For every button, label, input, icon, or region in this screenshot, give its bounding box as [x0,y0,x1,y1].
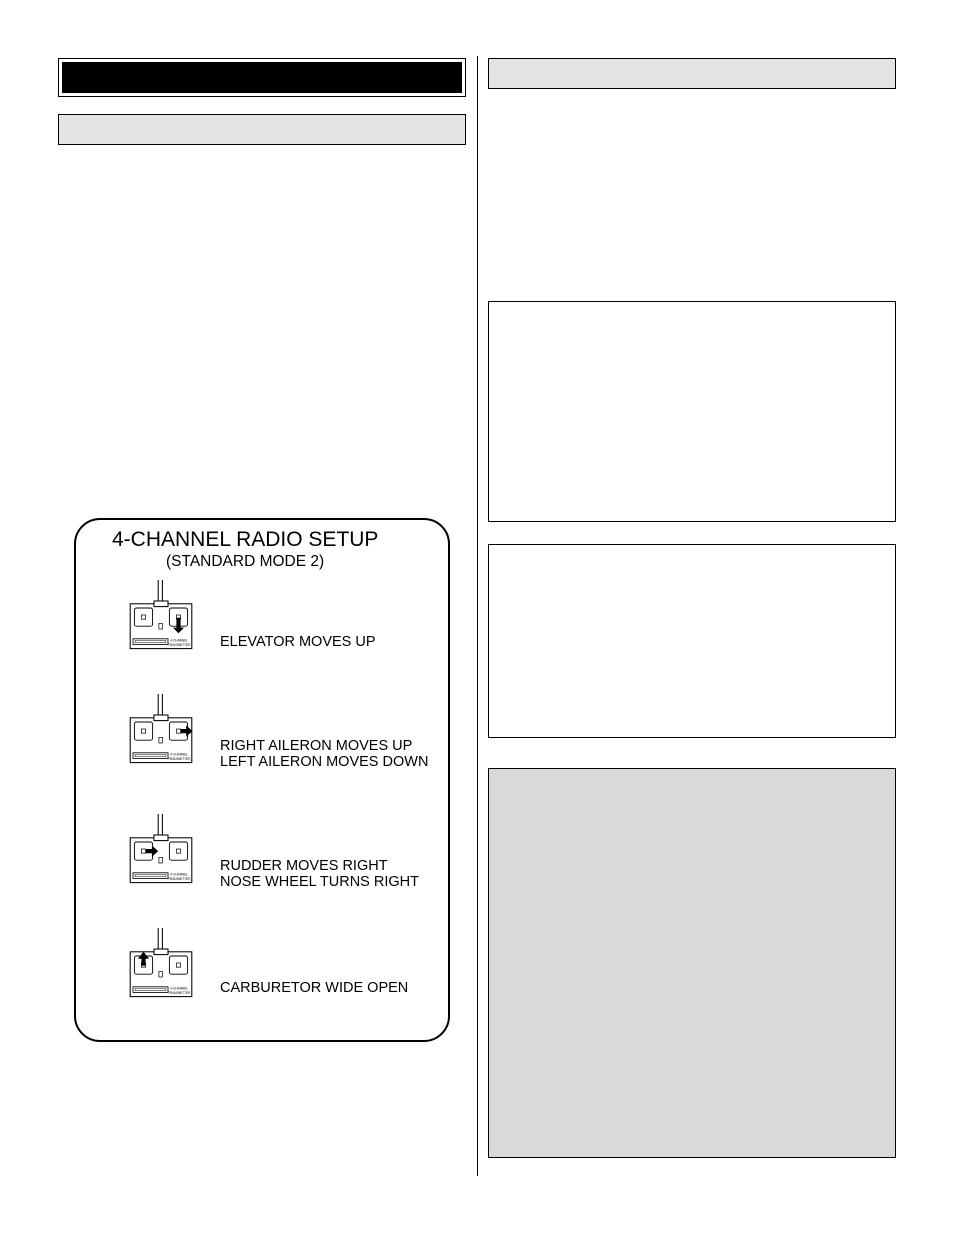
column-divider [477,56,478,1176]
left-section-header-bar [58,114,466,145]
transmitter-label-line1: 4-CHANNEL [170,986,189,991]
transmitter-label-line2: TRANSMITTER [168,876,191,881]
shaded-note-box [488,768,896,1158]
transmitter-label-line2: TRANSMITTER [168,990,191,995]
transmitter-throttle [115,928,207,998]
note-box-2 [488,544,896,738]
step-label-aileron: RIGHT AILERON MOVES UP LEFT AILERON MOVES DOWN [220,738,429,770]
transmitter-elevator [115,580,207,650]
transmitter-label-line1: 4-CHANNEL [170,638,189,643]
transmitter-label-line2: TRANSMITTER [168,642,191,647]
page-title-bar [58,58,466,97]
figure-subtitle: (STANDARD MODE 2) [166,553,325,570]
transmitter-label-line1: 4-CHANNEL [170,752,189,757]
transmitter-aileron [115,694,207,764]
transmitter-rudder [115,814,207,884]
step-label-rudder: RUDDER MOVES RIGHT NOSE WHEEL TURNS RIGHT [220,858,419,890]
transmitter-label-line1: 4-CHANNEL [170,872,189,877]
note-box-1 [488,301,896,522]
step-label-carburetor: CARBURETOR WIDE OPEN [220,980,409,996]
step-label-elevator: ELEVATOR MOVES UP [220,634,376,650]
radio-setup-figure [74,518,450,1042]
figure-title: 4-CHANNEL RADIO SETUP [112,528,379,551]
right-section-header-bar [488,58,896,89]
transmitter-label-line2: TRANSMITTER [168,756,191,761]
